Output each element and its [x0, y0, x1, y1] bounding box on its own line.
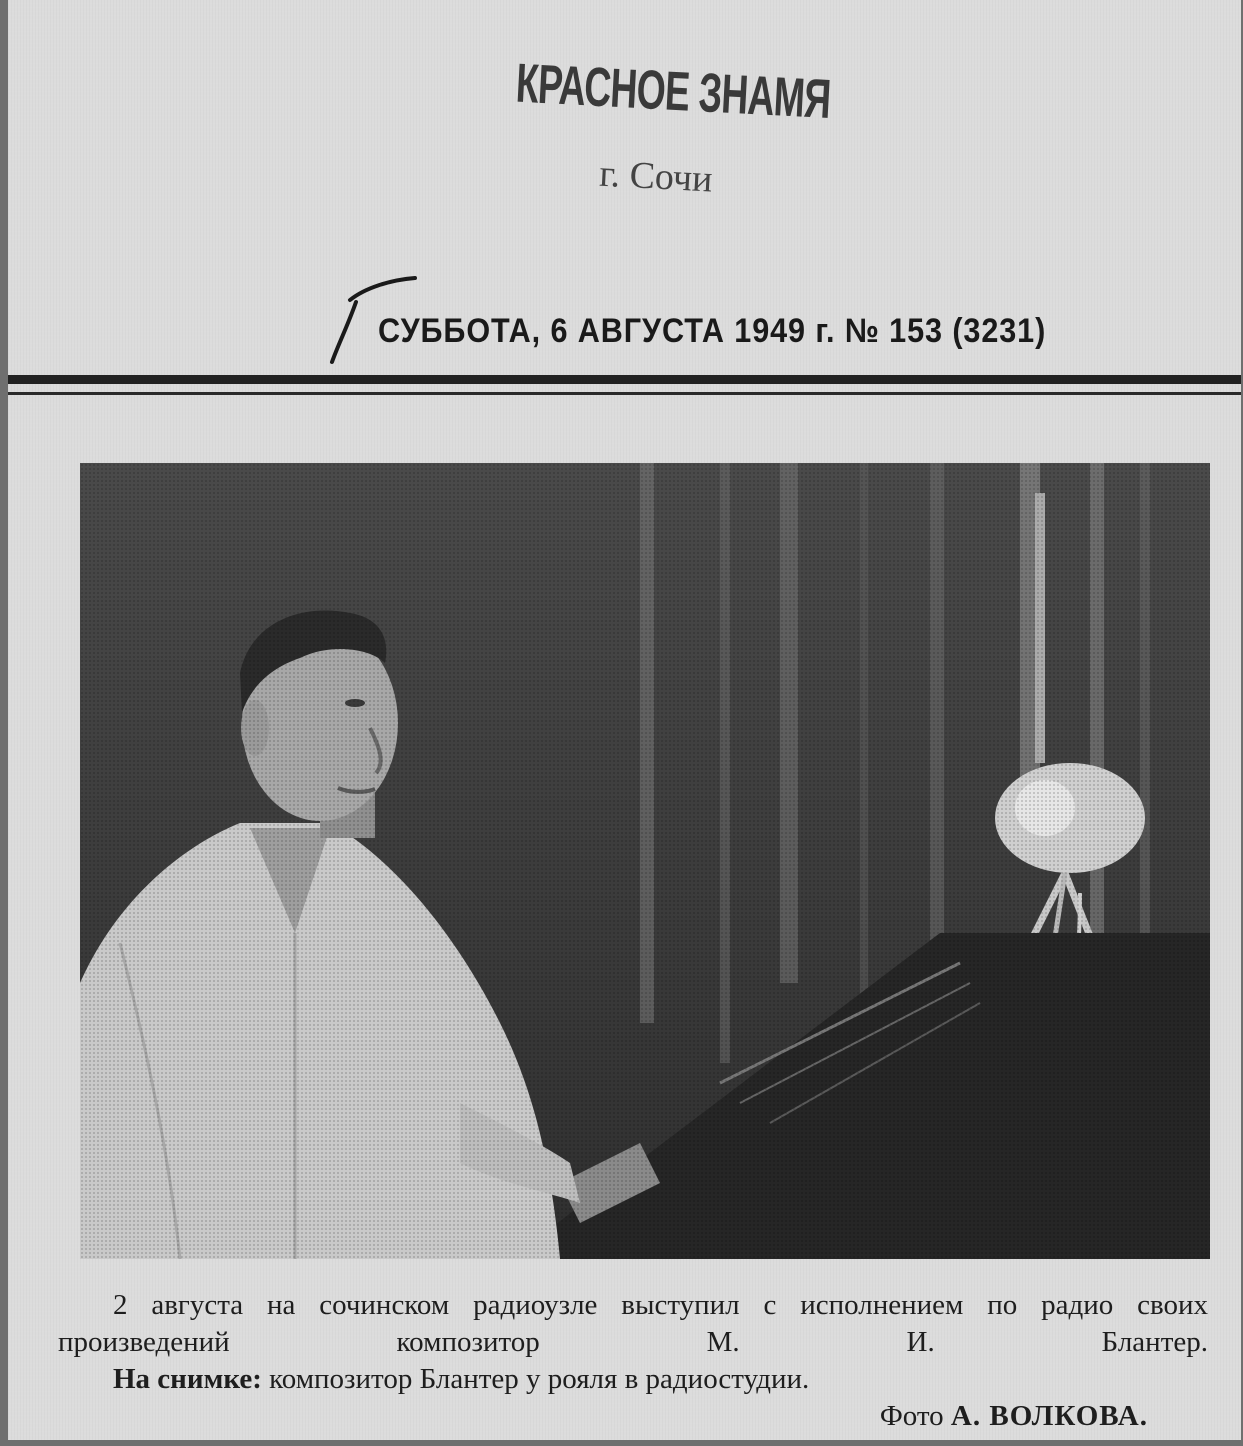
divider-rule-thick — [8, 375, 1241, 384]
newspaper-name: КРАСНОЕ ЗНАМЯ — [514, 53, 832, 131]
credit-prefix: Фото — [879, 1400, 944, 1432]
photo-credit — [58, 1398, 1208, 1435]
caption-text: 2 августа на сочинском радиоузле выступил с исполнением по радио своих произведений композитор М. И. Блантер. — [58, 1289, 1208, 1358]
halftone-photo — [80, 463, 1210, 1259]
masthead-stamp — [509, 52, 897, 242]
photo-caption — [58, 1287, 1208, 1435]
caption-label: На снимке: — [113, 1363, 262, 1395]
city-name: г. Сочи — [598, 152, 714, 201]
divider-rule-thin — [8, 392, 1241, 395]
issue-dateline: СУББОТА, 6 АВГУСТА 1949 г. № 153 (3231) — [378, 312, 1047, 350]
caption-description-line — [58, 1361, 1208, 1398]
newspaper-clipping — [8, 0, 1241, 1440]
credit-name: А. ВОЛКОВА. — [950, 1400, 1148, 1432]
caption-description: композитор Блантер у рояля в радиостудии. — [269, 1363, 810, 1395]
